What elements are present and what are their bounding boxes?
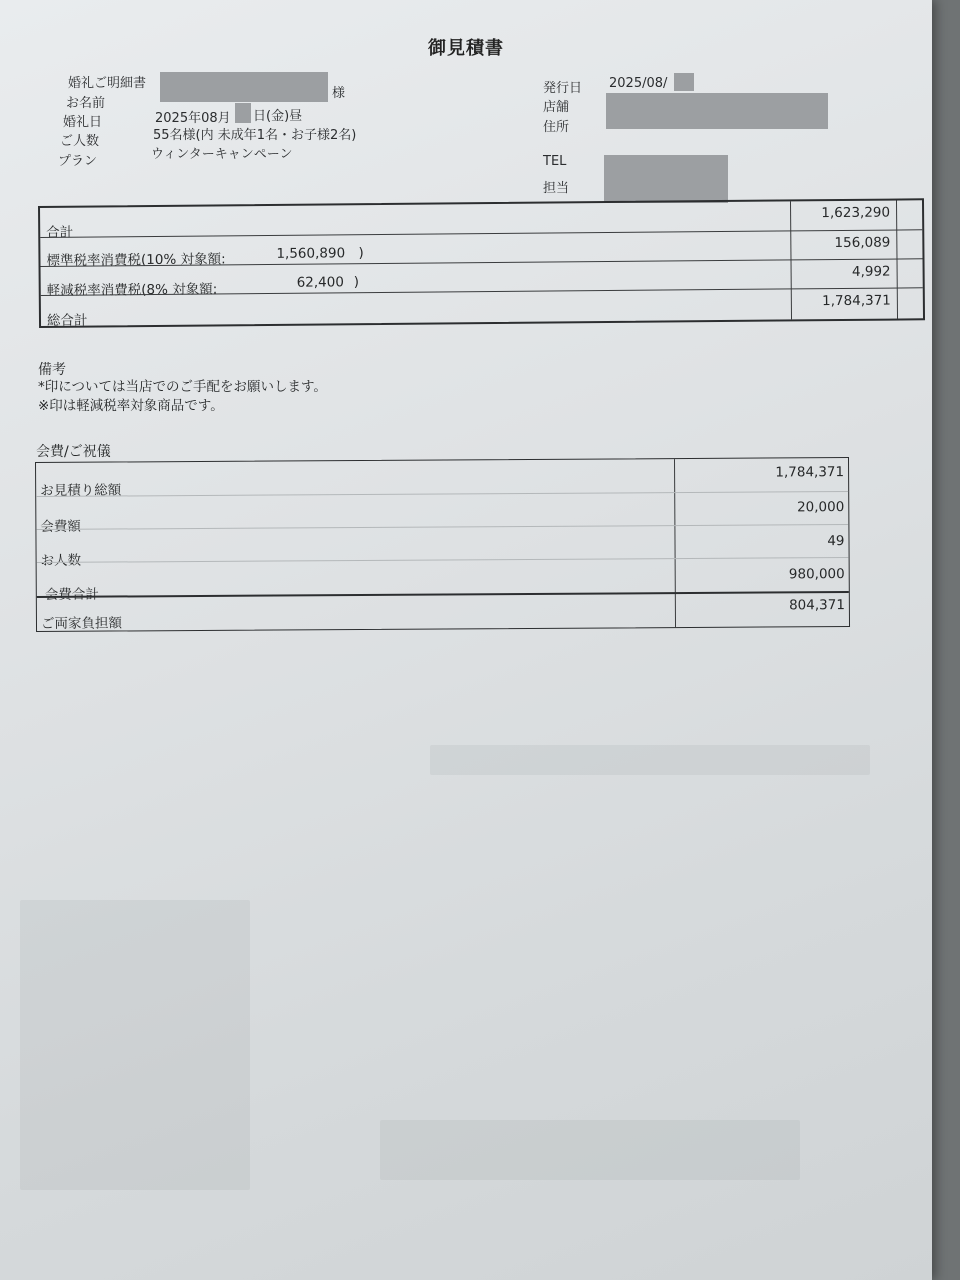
redacted-store-address — [606, 93, 828, 129]
name-suffix: 様 — [332, 86, 346, 101]
staff-label: 担当 — [543, 181, 570, 196]
row-sub-amount: 62,400 — [296, 274, 344, 291]
remarks-line-2: ※印は軽減税率対象商品です。 — [38, 398, 224, 414]
summary-table — [38, 198, 925, 328]
plan-value: ウィンターキャンペーン — [151, 147, 293, 162]
row-value: 156,089 — [834, 234, 891, 252]
fee-section-heading: 会費/ご祝儀 — [36, 444, 111, 460]
row-value: 1,784,371 — [775, 464, 845, 481]
row-value: 1,784,371 — [822, 292, 891, 310]
remarks-heading: 備考 — [38, 362, 66, 378]
row-value: 1,623,290 — [821, 204, 891, 222]
table-row — [36, 458, 848, 499]
table-row — [37, 591, 849, 631]
fee-table — [35, 457, 850, 632]
store-label: 店舗 — [543, 100, 570, 115]
issue-date-value: 2025/08/ — [609, 76, 668, 91]
row-label: 合計 — [46, 224, 74, 241]
detail-label: 婚礼ご明細書 — [68, 76, 147, 91]
row-label: 標準税率消費税(10% 対象額: — [46, 251, 226, 269]
row-label: 軽減税率消費税(8% 対象額: — [46, 281, 218, 299]
guests-value: 55名様(内 未成年1名・お子様2名) — [153, 128, 357, 143]
wedding-date-suffix: 日(金)昼 — [253, 109, 303, 124]
remarks-line-1: *印については当店でのご手配をお願いします。 — [38, 379, 327, 395]
row-value: 20,000 — [796, 499, 845, 516]
issue-date-label: 発行日 — [543, 81, 583, 96]
plan-label: プラン — [58, 154, 98, 169]
row-label: 総合計 — [46, 312, 88, 329]
show-through-mark — [430, 745, 870, 775]
show-through-mark — [380, 1120, 800, 1180]
redacted-name — [160, 72, 328, 102]
row-close-paren: ) — [358, 245, 364, 262]
show-through-mark — [20, 900, 250, 1190]
date-label: 婚礼日 — [63, 115, 103, 130]
redacted-day — [235, 103, 251, 123]
guests-label: ご人数 — [60, 134, 100, 149]
address-label: 住所 — [543, 120, 570, 135]
tel-label: TEL — [543, 154, 567, 169]
row-value: 980,000 — [788, 566, 845, 583]
redacted-tel-staff — [604, 155, 728, 203]
wedding-date-prefix: 2025年08月 — [155, 111, 231, 126]
row-sub-amount: 1,560,890 — [276, 245, 346, 262]
name-label: お名前 — [66, 96, 106, 111]
row-label: ご両家負担額 — [40, 615, 123, 632]
row-label: 会費額 — [40, 518, 81, 535]
document-title: 御見積書 — [428, 38, 504, 59]
row-label: お見積り総額 — [40, 482, 122, 499]
row-value: 49 — [827, 533, 845, 550]
row-value: 4,992 — [851, 263, 891, 280]
row-label: 会費合計 — [44, 586, 99, 603]
redacted-issue-day — [674, 73, 694, 91]
row-close-paren: ) — [353, 274, 360, 291]
row-value: 804,371 — [789, 597, 845, 614]
row-label: お人数 — [40, 552, 82, 569]
